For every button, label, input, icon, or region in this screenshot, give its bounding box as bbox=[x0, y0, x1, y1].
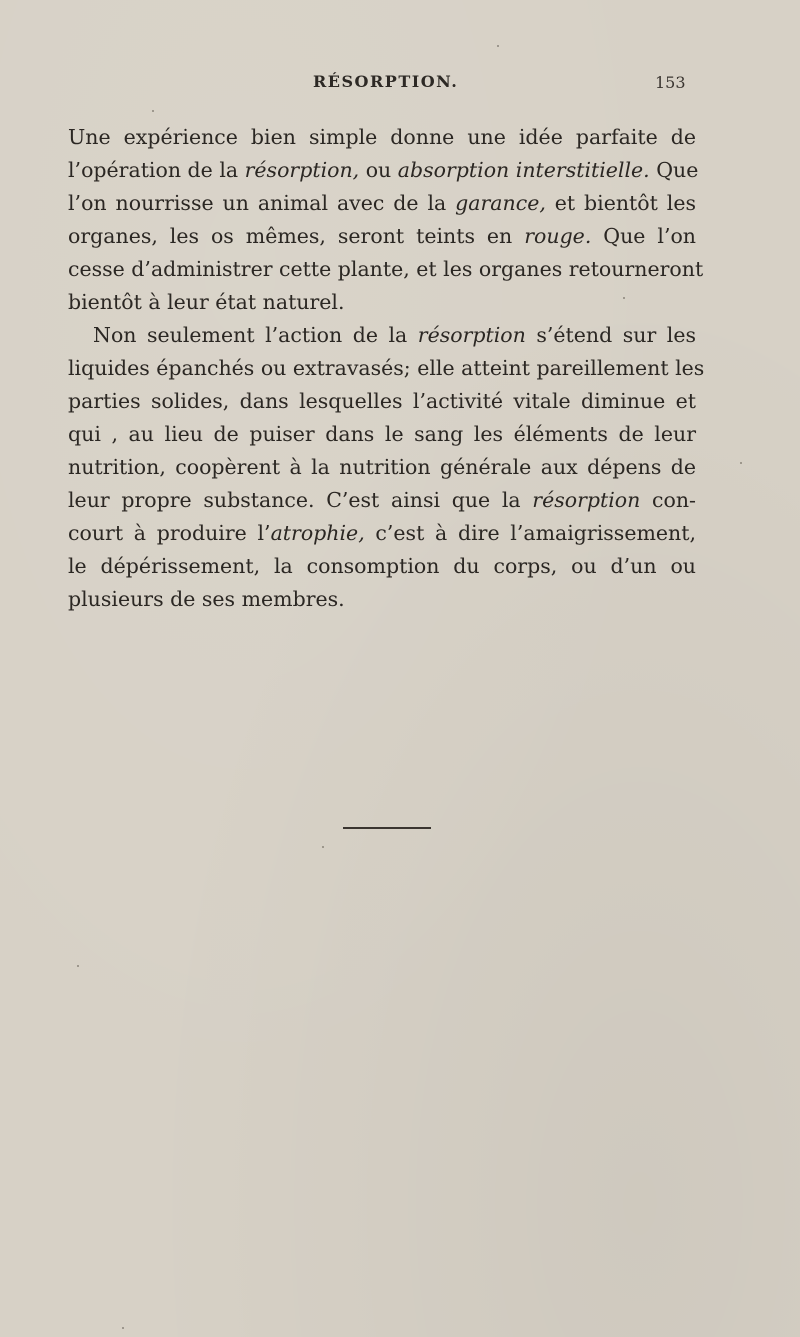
paper-speck bbox=[740, 462, 742, 464]
text-run: Non seulement l’action de la bbox=[93, 323, 418, 347]
text-line bbox=[68, 286, 696, 319]
section-divider-rule bbox=[343, 827, 431, 829]
text-run: Que l’on bbox=[591, 224, 696, 248]
text-line bbox=[68, 517, 696, 550]
italic-term: résorption, bbox=[244, 158, 360, 182]
text-run: liquides épanchés ou extravasés; elle atteint pareillement les bbox=[68, 356, 705, 380]
text-run: l’opération de la bbox=[68, 158, 245, 182]
text-line bbox=[68, 220, 696, 253]
text-line bbox=[68, 451, 696, 484]
text-line bbox=[68, 583, 696, 616]
italic-term: absorption interstitielle. bbox=[397, 158, 650, 182]
text-run: s’étend sur les bbox=[525, 323, 696, 347]
paragraph-2 bbox=[68, 319, 705, 616]
paper-speck bbox=[322, 846, 324, 848]
text-run: Une expérience bien simple donne une idée parfaite de bbox=[68, 125, 696, 149]
paper-speck bbox=[122, 1327, 124, 1329]
italic-term: résorption bbox=[532, 488, 641, 512]
text-run: nutrition, coopèrent à la nutrition générale aux dépens de bbox=[68, 455, 696, 479]
text-run: l’on nourrisse un animal avec de la bbox=[68, 191, 456, 215]
italic-term: rouge. bbox=[524, 224, 592, 248]
paragraph-1 bbox=[68, 121, 704, 319]
text-run: con- bbox=[640, 488, 696, 512]
paper-speck bbox=[152, 110, 154, 112]
text-run: cesse d’administrer cette plante, et les organes retourneront bbox=[68, 257, 704, 281]
italic-term: résorption bbox=[417, 323, 526, 347]
running-head bbox=[0, 72, 800, 100]
paper-speck bbox=[497, 45, 499, 47]
running-title: RÉSORPTION. bbox=[313, 72, 459, 91]
text-run: le dépérissement, la consomption du corps, ou d’un ou bbox=[68, 554, 696, 578]
text-line bbox=[68, 319, 696, 352]
text-run: court à produire l’ bbox=[68, 521, 271, 545]
italic-term: garance, bbox=[455, 191, 546, 215]
text-line bbox=[68, 121, 696, 154]
text-run: bientôt à leur état naturel. bbox=[68, 290, 345, 314]
text-line bbox=[68, 154, 699, 187]
text-line bbox=[68, 385, 696, 418]
text-line bbox=[68, 418, 696, 451]
text-run: ou bbox=[359, 158, 398, 182]
text-run: organes, les os mêmes, seront teints en bbox=[68, 224, 525, 248]
text-line bbox=[68, 352, 705, 385]
text-line bbox=[68, 484, 696, 517]
text-run: parties solides, dans lesquelles l’activité vitale diminue et bbox=[68, 389, 696, 413]
paper-speck bbox=[77, 965, 79, 967]
text-line bbox=[68, 253, 704, 286]
text-line bbox=[68, 187, 696, 220]
text-run: Que bbox=[649, 158, 699, 182]
text-run: c’est à dire l’amaigrissement, bbox=[364, 521, 696, 545]
text-run: plusieurs de ses membres. bbox=[68, 587, 345, 611]
text-line bbox=[68, 550, 696, 583]
body-text bbox=[68, 121, 705, 616]
text-run: qui , au lieu de puiser dans le sang les éléments de leur bbox=[68, 422, 696, 446]
text-run: leur propre substance. C’est ainsi que la bbox=[68, 488, 533, 512]
text-run: et bientôt les bbox=[545, 191, 696, 215]
italic-term: atrophie, bbox=[270, 521, 365, 545]
page-number: 153 bbox=[655, 73, 686, 92]
paper-speck bbox=[623, 297, 625, 299]
